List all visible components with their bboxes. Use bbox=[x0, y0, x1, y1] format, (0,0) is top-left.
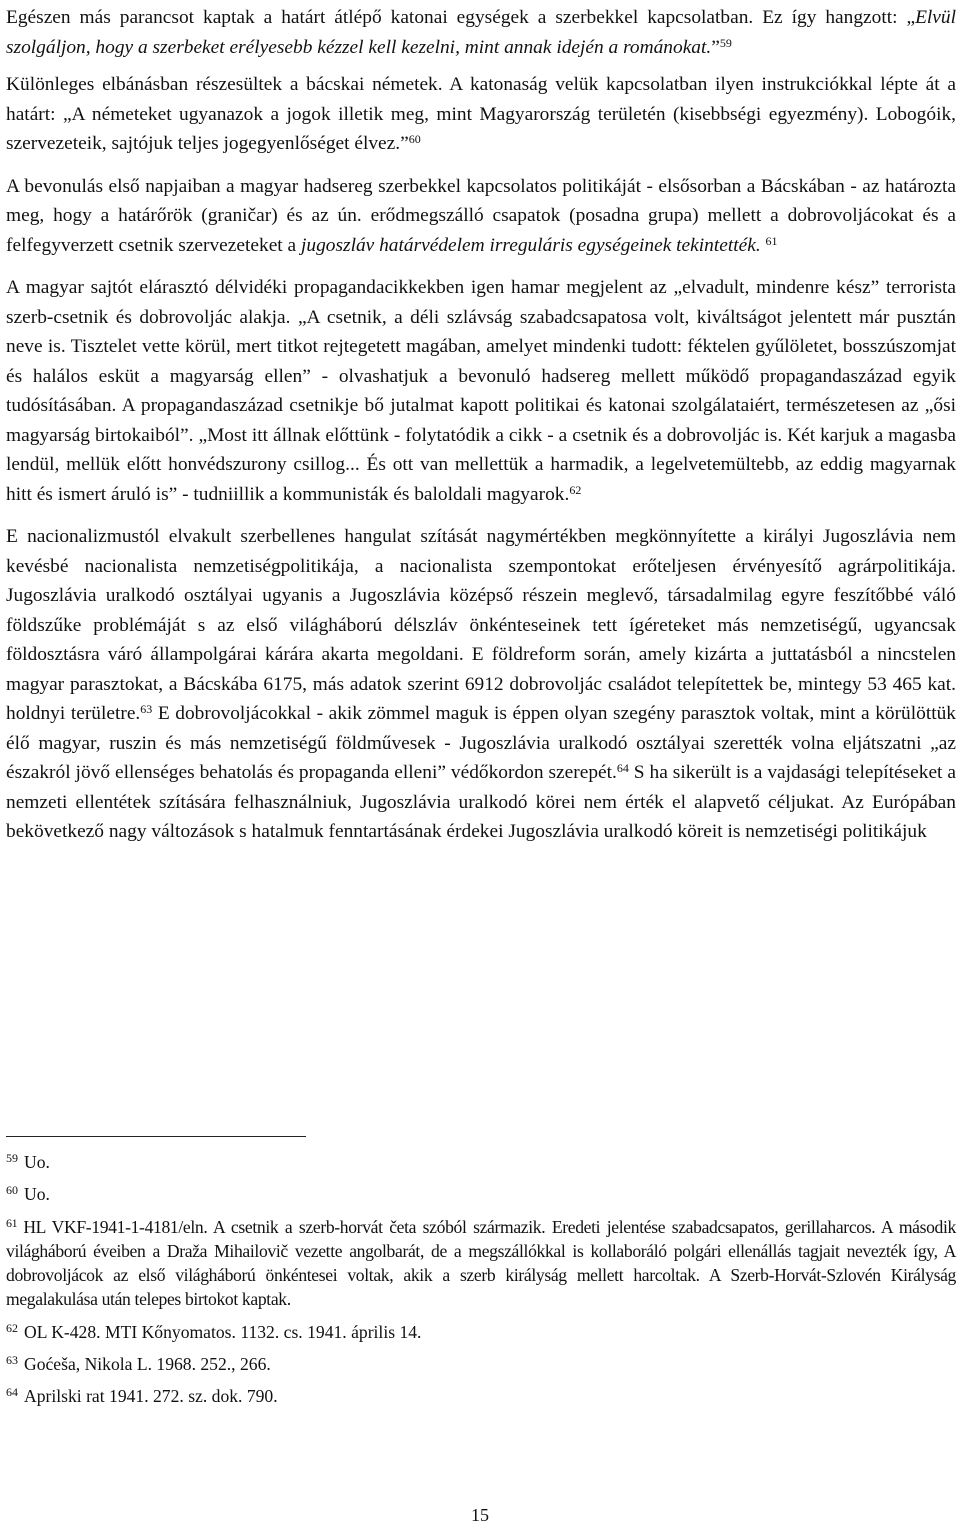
paragraph-2-text: Különleges elbánásban részesültek a bácskai németek. A katonaság velük kapcsolatban ilyen instrukciókkal lépte át a határt: „A németeket ugyanazok a jogok illetik meg, mint Magyarország területén (kisebbségi egyezmény). Lobogóik, szervezeteik, sajtójuk teljes jogegyenlőséget élvez.” bbox=[6, 74, 956, 154]
paragraph-1 bbox=[6, 3, 956, 62]
paragraph-3-italic: jugoszláv határvédelem irreguláris egységeinek tekintették. bbox=[301, 234, 761, 256]
paragraph-5-text-3: S ha sikerült is a vajdasági telepítéseket a nemzeti ellentétek szítására felhasználniuk, Jugoszlávia uralkodó körei nem érték el alapvető céljukat. Az Európában bekövetkező nagy változások s hatalmuk fenntartásának érdekei Jugoszlávia uralkodó köreit is nemzetiségi politikájuk bbox=[6, 762, 956, 842]
footnote-61 bbox=[6, 1215, 956, 1312]
paragraph-1-quote-close: ” bbox=[711, 36, 720, 58]
footnote-text: Uo. bbox=[24, 1152, 50, 1172]
footnote-ref-62[interactable]: 62 bbox=[569, 482, 582, 497]
footnote-text: HL VKF-1941-1-4181/eln. A csetnik a szerb-horvát četa szóból származik. Eredeti jelentése szabadcsapatos, gerillaharcos. A második világháború éveiben a Draža Mihailovič vezette angolbarát, de a megszállókkal is kollaboráló polgári ellenállás tagjait nevezték így, A dobrovoljácok az első világháború önkéntesei voltak, akik a szerb királyság mellett harcoltak. A Szerb-Horvát-Szlovén Királyság megalakulása után telepes birtokot kaptak. bbox=[6, 1216, 956, 1310]
footnote-64 bbox=[6, 1384, 956, 1408]
page-number: 15 bbox=[471, 1505, 489, 1525]
paragraph-1-text: Egészen más parancsot kaptak a határt átlépő katonai egységek a szerbekkel kapcsolatban. Ez így hangzott: „ bbox=[6, 7, 916, 28]
footnote-number: 63 bbox=[6, 1353, 18, 1368]
footnote-number: 64 bbox=[6, 1385, 18, 1400]
paragraph-5-text: E nacionalizmustól elvakult szerbellenes hangulat szítását nagymértékben megkönnyítette a királyi Jugoszlávia nem kevésbé nacionalista nemzetiségpolitikája, a nacionalista szempontokat erőteljesen érvényesítő agrárpolitikája. Jugoszlávia uralkodó osztályai ugyanis a Jugoszlávia középső részein meglevő, társadalmilag egyre feszítőbbé váló földszűke problémáját s az első világháború délszláv önkénteseinek tett ígéreteket más nemzetiségű, ugyancsak földosztásra váró állampolgárai kárára akarta megoldani. E földreform során, amely kizárta a juttatásból a nincstelen magyar parasztokat, a Bácskába 6175, más adatok szerint 6912 dobrovoljác családot telepítettek be, mintegy 53 465 kat. holdnyi területre. bbox=[6, 526, 956, 724]
footnote-59 bbox=[6, 1150, 956, 1174]
paragraph-1-quote: Elvül szolgáljon, hogy a szerbeket erélyesebb kézzel kell kezelni, mint annak idején a románokat. bbox=[6, 7, 956, 58]
footnote-60 bbox=[6, 1182, 956, 1206]
footnote-text: Goćeša, Nikola L. 1968. 252., 266. bbox=[24, 1354, 271, 1375]
footnote-text: Aprilski rat 1941. 272. sz. dok. 790. bbox=[24, 1386, 278, 1407]
footnotes bbox=[6, 1150, 956, 1417]
footnote-ref-64[interactable]: 64 bbox=[616, 761, 629, 775]
footnote-62 bbox=[6, 1320, 956, 1344]
footnote-text: Uo. bbox=[24, 1184, 50, 1205]
paragraph-5 bbox=[6, 522, 956, 847]
page-body bbox=[6, 0, 956, 847]
footnote-number: 62 bbox=[6, 1320, 18, 1335]
footnote-number: 61 bbox=[6, 1215, 18, 1230]
paragraph-3-text: A bevonulás első napjaiban a magyar hadsereg szerbekkel kapcsolatos politikáját - elsősorban a Bácskában - az határozta meg, hogy a határőrök (graničar) és az ún. erődmegszálló csapatok (posadna grupa) mellett a dobrovoljácokat és a felfegyverzett csetnik szervezeteket a bbox=[6, 175, 956, 256]
footnote-ref-61[interactable]: 61 bbox=[765, 233, 778, 248]
footnote-ref-59[interactable]: 59 bbox=[719, 35, 732, 50]
footnote-text: OL K-428. MTI Kőnyomatos. 1132. cs. 1941. április 14. bbox=[24, 1321, 422, 1342]
paragraph-4 bbox=[6, 273, 956, 509]
paragraph-5-text-2: E dobrovoljácokkal - akik zömmel maguk is éppen olyan szegény parasztok voltak, mint a körülöttük élő magyar, ruszin és más nemzetiségű földművesek - Jugoszlávia uralkodó osztályai szerették volna eljátszatni „az északról jövő ellenséges behatolás és propaganda elleni” védőkordon szerepét. bbox=[6, 703, 956, 783]
footnote-separator bbox=[6, 1136, 306, 1137]
footnote-number: 59 bbox=[6, 1151, 18, 1165]
footnote-ref-60[interactable]: 60 bbox=[408, 132, 421, 146]
footnote-63 bbox=[6, 1352, 956, 1376]
paragraph-2 bbox=[6, 70, 956, 159]
footnote-number: 60 bbox=[6, 1183, 18, 1198]
paragraph-3 bbox=[6, 172, 956, 261]
footnote-ref-63[interactable]: 63 bbox=[140, 702, 153, 716]
paragraph-4-text: A magyar sajtót elárasztó délvidéki propagandacikkekben igen hamar megjelent az „elvadult, mindenre kész” terrorista szerb-csetnik és dobrovoljác alakja. „A csetnik, a déli szlávság szabadcsapatosa volt, kiváltságot jelentett már pusztán neve is. Tisztelet vette körül, mert titkot rejtegetett magában, amelyet mindenki tudott: féktelen gyűlöletet, bosszúszomjat és halálos esküt a magyarság ellen” - olvashatjuk a bevonuló hadsereg mellett működő propagandaszázad egyik tudósításában. A propagandaszázad csetnikje bő jutalmat kapott politikai és katonai szolgálataiért, természetesen az „ősi magyarság birtokaiból”. „Most itt állnak előttünk - folytatódik a cikk - a csetnik és a dobrovoljác is. Két karjuk a magasba lendül, mellük előtt honvédszurony csillog... És ott van mellettük a harmadik, a legelvetemültebb, az eddig magyarnak hitt és ismert áruló is” - tudniillik a kommunisták és baloldali magyarok. bbox=[6, 277, 956, 505]
